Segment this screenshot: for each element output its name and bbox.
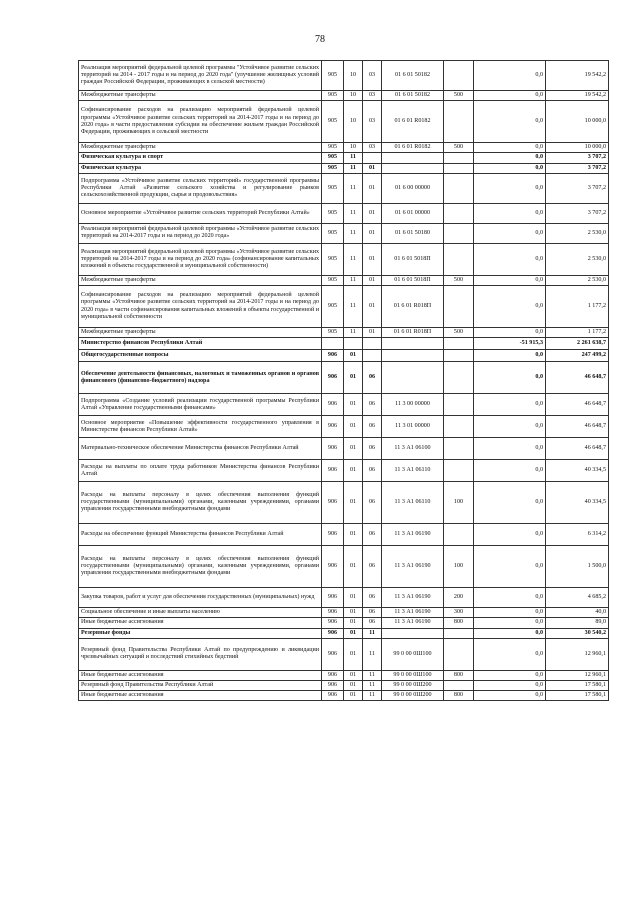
cell-v2: 46 648,7 [546, 394, 609, 416]
cell-csr: 11 3 А1 06100 [382, 438, 444, 460]
cell-csr: 11 3 01 00000 [382, 416, 444, 438]
cell-vr: 500 [444, 328, 474, 338]
cell-ved: 906 [322, 460, 344, 482]
cell-ved: 906 [322, 482, 344, 524]
cell-v1: 0,0 [474, 628, 546, 638]
table-row [79, 338, 609, 350]
cell-vr [444, 416, 474, 438]
cell-ved: 906 [322, 670, 344, 680]
cell-pr: 06 [363, 524, 382, 546]
cell-rz: 11 [344, 203, 363, 223]
cell-pr: 01 [363, 328, 382, 338]
table-row [79, 681, 609, 691]
cell-name: Расходы на обеспечение функций Министерства финансов Республики Алтай [79, 524, 322, 546]
cell-v2: 2 530,0 [546, 243, 609, 275]
cell-ved: 906 [322, 628, 344, 638]
cell-vr [444, 638, 474, 670]
cell-pr: 03 [363, 101, 382, 143]
cell-pr: 01 [363, 286, 382, 328]
cell-name: Обеспечение деятельности финансовых, налоговых и таможенных органов и органов финансового (финансово-бюджетного) надзора [79, 362, 322, 394]
cell-csr: 99 0 00 0Ш100 [382, 638, 444, 670]
cell-v2: 4 685,2 [546, 588, 609, 608]
cell-ved: 906 [322, 362, 344, 394]
table-row [79, 362, 609, 394]
cell-vr [444, 243, 474, 275]
table-row [79, 618, 609, 628]
table-row [79, 275, 609, 285]
cell-v1: 0,0 [474, 618, 546, 628]
cell-rz: 11 [344, 163, 363, 173]
cell-name: Расходы на выплаты по оплате труда работников Министерства финансов Республики Алтай [79, 460, 322, 482]
cell-v1: 0,0 [474, 61, 546, 91]
table-row [79, 482, 609, 524]
cell-rz: 11 [344, 173, 363, 203]
cell-v2: 46 648,7 [546, 416, 609, 438]
cell-name: Материально-техническое обеспечение Министерства финансов Республики Алтай [79, 438, 322, 460]
cell-pr: 01 [363, 223, 382, 243]
cell-rz: 01 [344, 350, 363, 362]
cell-pr: 06 [363, 460, 382, 482]
cell-rz: 01 [344, 588, 363, 608]
cell-pr: 01 [363, 275, 382, 285]
cell-ved: 905 [322, 328, 344, 338]
cell-ved: 905 [322, 173, 344, 203]
cell-v1: 0,0 [474, 460, 546, 482]
cell-csr [382, 350, 444, 362]
cell-v2: 30 540,2 [546, 628, 609, 638]
table-row [79, 691, 609, 701]
cell-rz: 01 [344, 362, 363, 394]
table-row [79, 243, 609, 275]
cell-name: Межбюджетные трансферты [79, 91, 322, 101]
cell-vr [444, 394, 474, 416]
cell-v1: 0,0 [474, 670, 546, 680]
cell-csr: 11 3 А1 06190 [382, 618, 444, 628]
cell-pr: 06 [363, 546, 382, 588]
cell-vr: 800 [444, 691, 474, 701]
cell-ved: 906 [322, 638, 344, 670]
cell-vr [444, 362, 474, 394]
cell-v1: 0,0 [474, 638, 546, 670]
table-row [79, 438, 609, 460]
cell-ved: 905 [322, 143, 344, 153]
cell-v2: 3 707,2 [546, 163, 609, 173]
cell-name: Социальное обеспечение и иные выплаты населению [79, 608, 322, 618]
cell-vr [444, 223, 474, 243]
cell-name: Физическая культура и спорт [79, 153, 322, 163]
cell-rz: 11 [344, 153, 363, 163]
cell-rz: 10 [344, 61, 363, 91]
table-row [79, 546, 609, 588]
table-row [79, 628, 609, 638]
cell-csr: 01 6 01 5018П [382, 243, 444, 275]
cell-csr: 11 3 А1 06190 [382, 524, 444, 546]
cell-v1: 0,0 [474, 275, 546, 285]
cell-v1: 0,0 [474, 350, 546, 362]
table-row [79, 61, 609, 91]
table-row [79, 460, 609, 482]
cell-rz: 01 [344, 618, 363, 628]
cell-rz: 01 [344, 482, 363, 524]
cell-name: Подпрограмма «Создание условий реализации государственной программы Республики Алтай «Управление государственными финансами» [79, 394, 322, 416]
cell-ved: 906 [322, 394, 344, 416]
cell-pr: 01 [363, 163, 382, 173]
cell-pr: 01 [363, 243, 382, 275]
cell-pr: 06 [363, 608, 382, 618]
cell-ved: 906 [322, 524, 344, 546]
cell-v1: 0,0 [474, 681, 546, 691]
cell-v2: 12 960,1 [546, 638, 609, 670]
cell-ved: 905 [322, 91, 344, 101]
cell-name: Расходы на выплаты персоналу в целях обеспечения выполнения функций государственными (муниципальными) органами, казенными учреждениями, органами управления государственными внебюджетными фондами [79, 546, 322, 588]
cell-rz: 01 [344, 394, 363, 416]
cell-rz: 01 [344, 681, 363, 691]
cell-ved: 906 [322, 681, 344, 691]
cell-csr: 01 6 00 00000 [382, 173, 444, 203]
cell-v2: 10 000,0 [546, 101, 609, 143]
cell-rz: 10 [344, 143, 363, 153]
cell-name: Реализация мероприятий федеральной целевой программы «Устойчивое развитие сельских территорий на 2014-2017 годы и на период до 2020 года» [79, 223, 322, 243]
cell-rz: 01 [344, 691, 363, 701]
cell-v1: 0,0 [474, 608, 546, 618]
cell-csr: 11 3 00 00000 [382, 394, 444, 416]
table-row [79, 608, 609, 618]
cell-v1: 0,0 [474, 143, 546, 153]
cell-csr [382, 338, 444, 350]
cell-v1: -51 915,3 [474, 338, 546, 350]
cell-vr [444, 286, 474, 328]
cell-name: Общегосударственные вопросы [79, 350, 322, 362]
cell-csr: 01 6 01 5018П [382, 275, 444, 285]
table-row [79, 173, 609, 203]
cell-pr: 11 [363, 638, 382, 670]
cell-name: Резервные фонды [79, 628, 322, 638]
cell-pr: 03 [363, 91, 382, 101]
cell-rz: 11 [344, 286, 363, 328]
cell-vr [444, 460, 474, 482]
cell-csr: 01 6 01 50180 [382, 223, 444, 243]
cell-name: Основное мероприятие «Повышение эффективности государственного управления в Министерстве финансов Республики Алтай» [79, 416, 322, 438]
cell-ved: 905 [322, 101, 344, 143]
cell-name: Межбюджетные трансферты [79, 275, 322, 285]
cell-rz: 11 [344, 243, 363, 275]
cell-vr: 500 [444, 91, 474, 101]
cell-v1: 0,0 [474, 163, 546, 173]
cell-v2: 46 648,7 [546, 362, 609, 394]
cell-vr: 500 [444, 275, 474, 285]
cell-name: Министерство финансов Республики Алтай [79, 338, 322, 350]
cell-csr: 01 6 01 R0182 [382, 143, 444, 153]
cell-pr: 11 [363, 691, 382, 701]
cell-ved: 905 [322, 223, 344, 243]
cell-vr [444, 350, 474, 362]
cell-vr [444, 628, 474, 638]
table-row [79, 588, 609, 608]
cell-ved: 906 [322, 618, 344, 628]
cell-ved: 905 [322, 61, 344, 91]
cell-rz: 01 [344, 416, 363, 438]
cell-v2: 2 530,0 [546, 223, 609, 243]
cell-vr [444, 681, 474, 691]
cell-pr [363, 338, 382, 350]
cell-pr: 03 [363, 61, 382, 91]
cell-pr: 01 [363, 203, 382, 223]
cell-pr [363, 153, 382, 163]
cell-rz: 01 [344, 524, 363, 546]
cell-rz: 10 [344, 91, 363, 101]
cell-v1: 0,0 [474, 91, 546, 101]
cell-v1: 0,0 [474, 101, 546, 143]
cell-csr: 11 3 А1 06110 [382, 482, 444, 524]
cell-v2: 19 542,2 [546, 91, 609, 101]
cell-rz: 01 [344, 608, 363, 618]
table-row [79, 670, 609, 680]
cell-vr [444, 338, 474, 350]
cell-name: Расходы на выплаты персоналу в целях обеспечения выполнения функций государственными (муниципальными) органами, казенными учреждениями, органами управления государственными внебюджетными фондами [79, 482, 322, 524]
cell-csr: 01 6 01 R018П [382, 286, 444, 328]
cell-pr: 06 [363, 438, 382, 460]
cell-csr: 01 6 01 R0182 [382, 101, 444, 143]
cell-v1: 0,0 [474, 546, 546, 588]
cell-ved: 906 [322, 608, 344, 618]
table-row [79, 91, 609, 101]
cell-vr: 300 [444, 608, 474, 618]
cell-name: Резервный фонд Правительства Республики Алтай [79, 681, 322, 691]
table-row [79, 524, 609, 546]
cell-v1: 0,0 [474, 394, 546, 416]
cell-name: Иные бюджетные ассигнования [79, 618, 322, 628]
cell-csr: 11 3 А1 06190 [382, 546, 444, 588]
cell-name: Софинансирование расходов на реализацию мероприятий федеральной целевой программы «Устойчивое развитие сельских территорий на 2014-2017 годы и на период до 2020 года» в части софинансирования капитальных вложений в объекты государственной и муниципальной собственности [79, 286, 322, 328]
cell-csr: 01 6 01 R018П [382, 328, 444, 338]
cell-name: Основное мероприятие «Устойчивое развитие сельских территорий Республики Алтай» [79, 203, 322, 223]
cell-v1: 0,0 [474, 482, 546, 524]
cell-v2: 10 000,0 [546, 143, 609, 153]
cell-name: Резервный фонд Правительства Республики Алтай по предупреждению и ликвидации чрезвычайных ситуаций и последствий стихийных бедствий [79, 638, 322, 670]
table-row [79, 153, 609, 163]
budget-table [78, 60, 609, 701]
cell-v1: 0,0 [474, 153, 546, 163]
table-row [79, 223, 609, 243]
cell-name: Физическая культура [79, 163, 322, 173]
cell-ved: 906 [322, 546, 344, 588]
cell-rz: 11 [344, 223, 363, 243]
table-row [79, 638, 609, 670]
table-row [79, 101, 609, 143]
cell-name: Реализация мероприятий федеральной целевой программы "Устойчивое развитие сельских территорий на 2014 - 2017 годы и на период до 2020 года" (улучшение жилищных условий граждан Российской Федерации, проживающих в сельской местности) [79, 61, 322, 91]
cell-pr: 11 [363, 628, 382, 638]
cell-csr: 99 0 00 0Ш100 [382, 670, 444, 680]
cell-v2: 2 530,0 [546, 275, 609, 285]
cell-csr [382, 153, 444, 163]
cell-v1: 0,0 [474, 243, 546, 275]
cell-v2: 2 261 638,7 [546, 338, 609, 350]
cell-v2: 40,0 [546, 608, 609, 618]
cell-v2: 3 707,2 [546, 153, 609, 163]
cell-name: Закупка товаров, работ и услуг для обеспечения государственных (муниципальных) нужд [79, 588, 322, 608]
table-row [79, 416, 609, 438]
cell-csr: 01 6 01 50182 [382, 61, 444, 91]
cell-rz: 11 [344, 328, 363, 338]
cell-pr: 06 [363, 482, 382, 524]
cell-vr [444, 163, 474, 173]
cell-vr [444, 153, 474, 163]
cell-pr: 11 [363, 670, 382, 680]
cell-rz: 10 [344, 101, 363, 143]
cell-pr: 06 [363, 588, 382, 608]
table-row [79, 350, 609, 362]
table-row [79, 163, 609, 173]
cell-rz: 01 [344, 546, 363, 588]
cell-v2: 46 648,7 [546, 438, 609, 460]
cell-pr: 01 [363, 173, 382, 203]
cell-v2: 40 334,5 [546, 460, 609, 482]
cell-vr [444, 173, 474, 203]
cell-pr: 06 [363, 394, 382, 416]
cell-csr [382, 163, 444, 173]
cell-vr: 200 [444, 588, 474, 608]
cell-v1: 0,0 [474, 362, 546, 394]
cell-vr: 800 [444, 618, 474, 628]
cell-v1: 0,0 [474, 438, 546, 460]
cell-rz: 01 [344, 638, 363, 670]
cell-rz: 11 [344, 275, 363, 285]
cell-v2: 1 500,0 [546, 546, 609, 588]
cell-ved: 905 [322, 153, 344, 163]
cell-ved [322, 338, 344, 350]
table-row [79, 394, 609, 416]
cell-pr: 11 [363, 681, 382, 691]
table-row [79, 203, 609, 223]
cell-ved: 906 [322, 438, 344, 460]
cell-name: Софинансирование расходов на реализацию мероприятий федеральной целевой программы «Устойчивое развитие сельских территорий на 2014-2017 годы и на период до 2020 года» в части предоставления субсидии на обеспечение жильем граждан Российской Федерации, проживающих в сельской местности [79, 101, 322, 143]
cell-vr [444, 203, 474, 223]
cell-v1: 0,0 [474, 328, 546, 338]
cell-vr: 100 [444, 482, 474, 524]
cell-v1: 0,0 [474, 203, 546, 223]
cell-ved: 906 [322, 416, 344, 438]
cell-v2: 247 499,2 [546, 350, 609, 362]
cell-vr [444, 524, 474, 546]
cell-v2: 17 580,1 [546, 681, 609, 691]
cell-name: Иные бюджетные ассигнования [79, 691, 322, 701]
table-row [79, 286, 609, 328]
cell-ved: 905 [322, 163, 344, 173]
cell-csr: 01 6 01 00000 [382, 203, 444, 223]
cell-csr: 01 6 01 50182 [382, 91, 444, 101]
cell-csr: 99 0 00 0Ш200 [382, 691, 444, 701]
cell-pr: 06 [363, 618, 382, 628]
cell-name: Подпрограмма «Устойчивое развитие сельских территорий» государственной программы Республики Алтай «Развитие сельского хозяйства и регулирование рынков сельскохозяйственной продукции, сырья и продовольствия» [79, 173, 322, 203]
cell-rz: 01 [344, 670, 363, 680]
table-row [79, 328, 609, 338]
cell-v2: 1 177,2 [546, 328, 609, 338]
cell-pr [363, 350, 382, 362]
cell-csr [382, 628, 444, 638]
cell-ved: 906 [322, 350, 344, 362]
cell-name: Иные бюджетные ассигнования [79, 670, 322, 680]
cell-v1: 0,0 [474, 173, 546, 203]
cell-v1: 0,0 [474, 691, 546, 701]
cell-rz: 01 [344, 438, 363, 460]
cell-ved: 905 [322, 203, 344, 223]
cell-rz: 01 [344, 460, 363, 482]
page-number: 78 [315, 34, 325, 45]
cell-vr [444, 438, 474, 460]
cell-csr: 11 3 А1 06190 [382, 588, 444, 608]
cell-vr: 800 [444, 670, 474, 680]
cell-vr [444, 101, 474, 143]
cell-name: Межбюджетные трансферты [79, 143, 322, 153]
cell-v2: 40 334,5 [546, 482, 609, 524]
cell-v2: 89,0 [546, 618, 609, 628]
cell-v1: 0,0 [474, 286, 546, 328]
cell-v2: 6 314,2 [546, 524, 609, 546]
cell-name: Реализация мероприятий федеральной целевой программы «Устойчивое развитие сельских территорий на 2014-2017 годы и на период до 2020 года» (софинансирование капитальных вложений в объекты государственной и муниципальной собственности) [79, 243, 322, 275]
cell-rz: 01 [344, 628, 363, 638]
cell-rz [344, 338, 363, 350]
cell-v2: 19 542,2 [546, 61, 609, 91]
cell-name: Межбюджетные трансферты [79, 328, 322, 338]
cell-ved: 905 [322, 243, 344, 275]
cell-ved: 906 [322, 588, 344, 608]
cell-vr: 100 [444, 546, 474, 588]
cell-v2: 3 707,2 [546, 173, 609, 203]
cell-pr: 06 [363, 416, 382, 438]
cell-vr [444, 61, 474, 91]
cell-v1: 0,0 [474, 223, 546, 243]
cell-v1: 0,0 [474, 524, 546, 546]
cell-v2: 17 580,1 [546, 691, 609, 701]
cell-pr: 06 [363, 362, 382, 394]
cell-csr: 99 0 00 0Ш200 [382, 681, 444, 691]
table-row [79, 143, 609, 153]
cell-v2: 12 960,1 [546, 670, 609, 680]
cell-csr: 11 3 А1 06110 [382, 460, 444, 482]
cell-pr: 03 [363, 143, 382, 153]
cell-csr: 11 3 А1 06190 [382, 608, 444, 618]
cell-ved: 906 [322, 691, 344, 701]
cell-csr [382, 362, 444, 394]
cell-v1: 0,0 [474, 416, 546, 438]
cell-v2: 1 177,2 [546, 286, 609, 328]
cell-ved: 905 [322, 275, 344, 285]
cell-ved: 905 [322, 286, 344, 328]
cell-vr: 500 [444, 143, 474, 153]
cell-v1: 0,0 [474, 588, 546, 608]
cell-v2: 3 707,2 [546, 203, 609, 223]
